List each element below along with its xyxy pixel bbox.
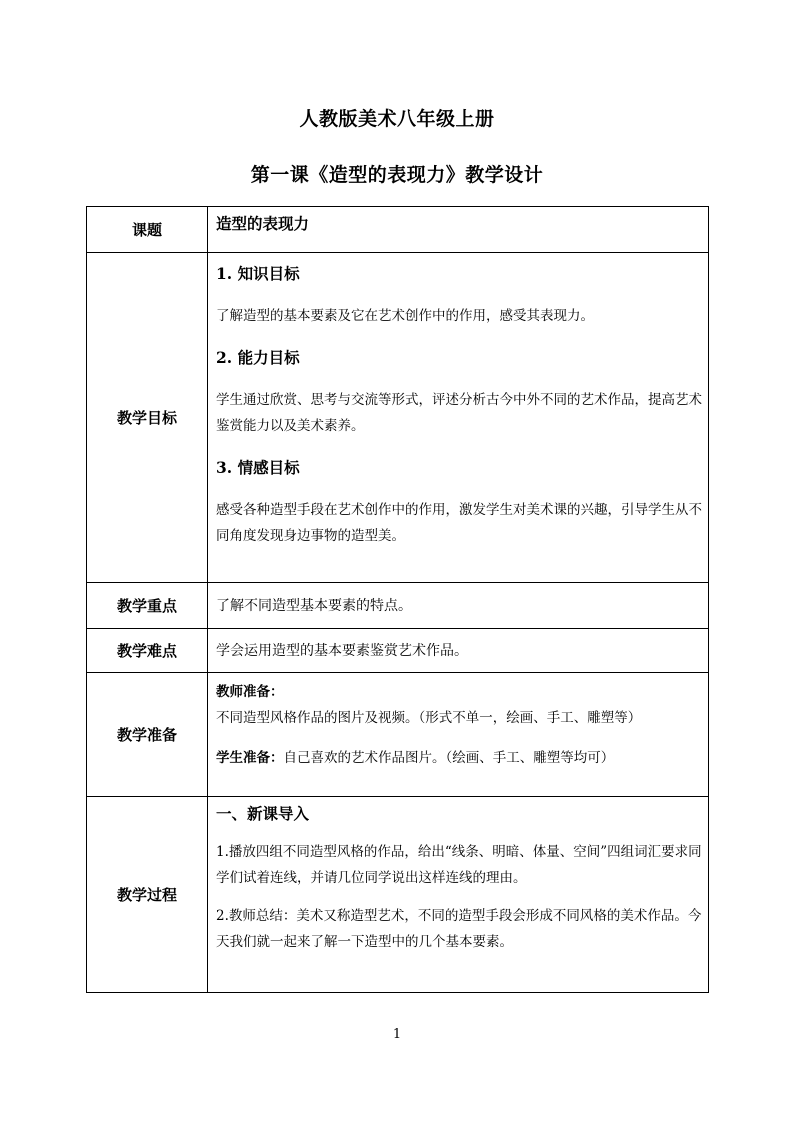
table-row-difficulty [87, 629, 709, 673]
process-content [208, 797, 709, 993]
table-row-topic [87, 207, 709, 253]
page-number: 1 [392, 1027, 402, 1042]
topic-text: 造型的表现力 [216, 214, 310, 233]
table-row-goals [87, 253, 709, 583]
process-label: 教学过程 [87, 797, 208, 993]
goal-knowledge-heading: 1. 知识目标 [216, 264, 300, 283]
process-step-1: 1.播放四组不同造型风格的作品，给出“线条、明暗、体量、空间”四组词汇要求同学们试着连线，并请几位同学说出这样连线的理由。 [216, 844, 702, 886]
goal-ability-heading: 2. 能力目标 [216, 348, 300, 367]
topic-label: 课题 [87, 207, 208, 253]
topic-value [208, 207, 709, 253]
process-heading: 一、新课导入 [216, 804, 310, 823]
document-title: 人教版美术八年级上册 [299, 108, 495, 130]
goal-knowledge-text: 了解造型的基本要素及它在艺术创作中的作用，感受其表现力。 [216, 308, 594, 324]
goal-ability-text: 学生通过欣赏、思考与交流等形式，评述分析古今中外不同的艺术作品，提高艺术鉴赏能力以及美术素养。 [216, 392, 702, 434]
key-point-label: 教学重点 [87, 583, 208, 629]
teacher-preparation-label: 教师准备： [216, 684, 284, 700]
student-preparation-text: 自己喜欢的艺术作品图片。（绘画、手工、雕塑等均可） [283, 750, 615, 766]
lesson-plan-table [86, 206, 709, 993]
goal-emotion-heading: 3. 情感目标 [216, 458, 300, 477]
table-row-key-point [87, 583, 709, 629]
teacher-preparation [216, 679, 702, 731]
table-row-process [87, 797, 709, 993]
goals-label: 教学目标 [87, 253, 208, 583]
student-preparation [216, 745, 702, 771]
table-row-preparation [87, 673, 709, 797]
teacher-preparation-text: 不同造型风格作品的图片及视频。（形式不单一，绘画、手工、雕塑等） [216, 710, 642, 726]
student-preparation-label: 学生准备： [216, 750, 284, 766]
difficulty-label: 教学难点 [87, 629, 208, 673]
difficulty-value: 学会运用造型的基本要素鉴赏艺术作品。 [208, 629, 709, 673]
preparation-label: 教学准备 [87, 673, 208, 797]
goal-emotion-text: 感受各种造型手段在艺术创作中的作用，激发学生对美术课的兴趣，引导学生从不同角度发现身边事物的造型美。 [216, 502, 702, 544]
key-point-value: 了解不同造型基本要素的特点。 [208, 583, 709, 629]
preparation-content [208, 673, 709, 797]
document-subtitle: 第一课《造型的表现力》教学设计 [250, 164, 544, 186]
goals-content [208, 253, 709, 583]
process-step-2: 2.教师总结：美术又称造型艺术，不同的造型手段会形成不同风格的美术作品。今天我们就一起来了解一下造型中的几个基本要素。 [216, 908, 702, 950]
